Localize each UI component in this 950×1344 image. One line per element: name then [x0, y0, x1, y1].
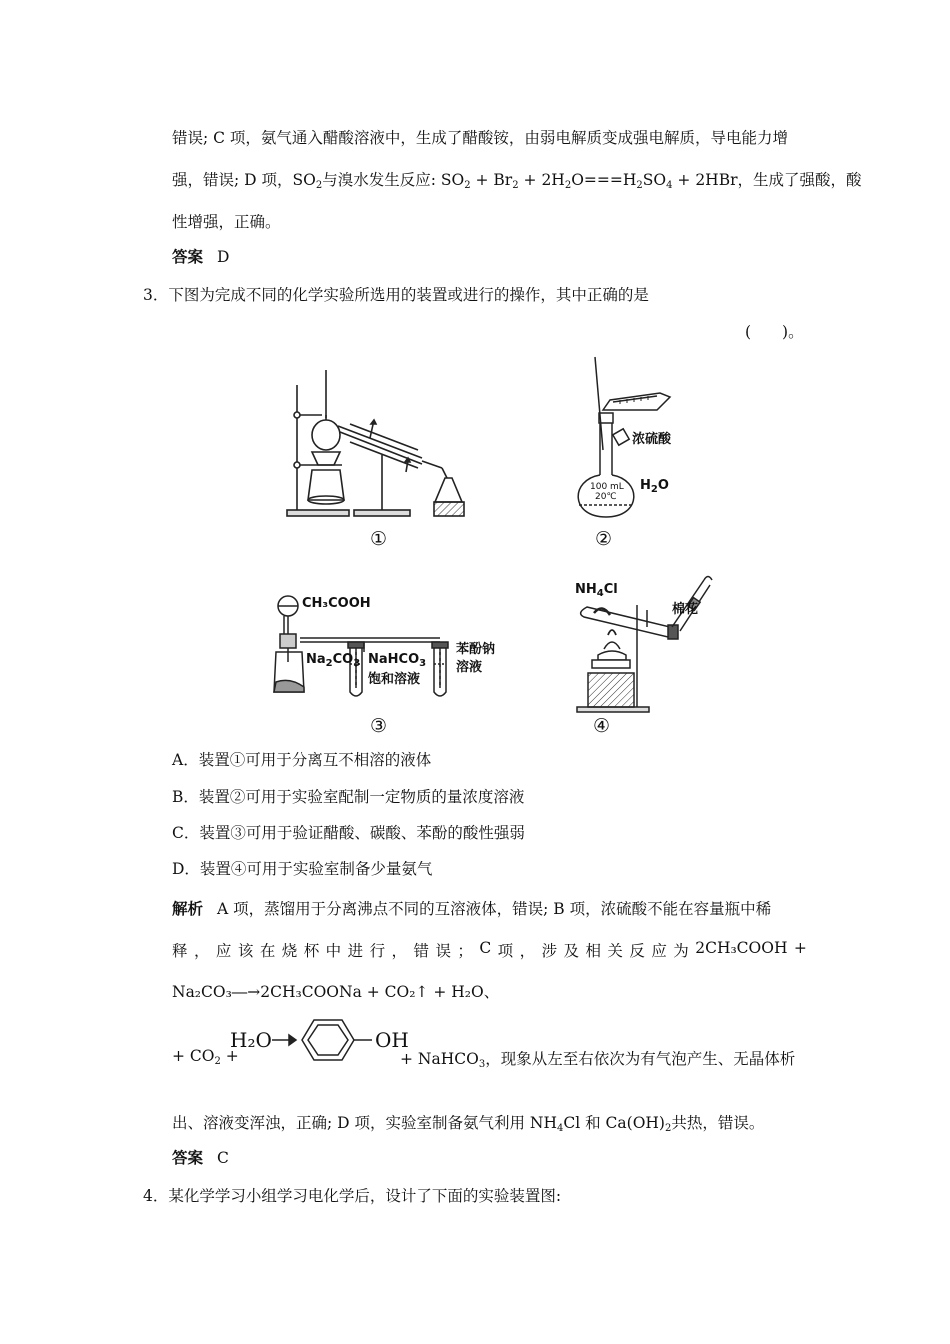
- analysis-line-5: 出、溶液变浑浊，正确; D 项，实验室制备氨气利用 $NH_4Cl$ 和 $Ca(OH)_2$共热，错误。: [172, 1114, 765, 1134]
- figure-1-caption: ①: [370, 528, 388, 550]
- answer-value: C: [217, 1149, 229, 1167]
- question-number: 3．: [143, 286, 169, 304]
- label-water: $H_2O$: [640, 478, 669, 495]
- answer-label: 答案: [172, 1148, 204, 1167]
- option-a: A．装置①可用于分离互不相溶的液体: [172, 751, 432, 769]
- label-phenolate-solution: 溶液: [456, 660, 483, 675]
- prev-solution-line-2: 强，错误; D 项，$SO_2$与溴水发生反应: $SO_2 + Br_2 + 2H_2O===H_2SO_4 + 2HBr$，生成了强酸，酸: [172, 171, 862, 191]
- prev-solution-line-3: 性增强，正确。: [172, 213, 281, 231]
- figure-2-caption: ②: [595, 528, 613, 550]
- analysis-label: 解析: [172, 899, 204, 918]
- label-sodium-bicarbonate: NaHCO$_3$: [368, 652, 427, 669]
- label-sodium-phenolate: 苯酚钠: [456, 642, 496, 657]
- figure-1-distillation: [282, 360, 472, 525]
- prev-solution-line-1: 错误; C 项，氨气通入醋酸溶液中，生成了醋酸铵，由弱电解质变成强电解质，导电能力增: [172, 129, 788, 147]
- question-stem: 某化学学习小组学习电化学后，设计了下面的实验装置图:: [168, 1187, 562, 1205]
- phenol-structure: [272, 1018, 372, 1074]
- option-c: C．装置③可用于验证醋酸、碳酸、苯酚的酸性强弱: [172, 824, 525, 842]
- label-concentrated-sulfuric-acid: 浓硫酸: [632, 432, 672, 447]
- flask-temperature-mark: 20℃: [595, 492, 617, 502]
- answer-label: 答案: [172, 247, 204, 266]
- label-acetic-acid: CH₃COOH: [302, 596, 371, 611]
- analysis-line-4-end: + NaHCO$_3$，现象从左至右依次为有气泡产生、无晶体析: [400, 1050, 796, 1070]
- structure-hydroxyl-label: OH: [375, 1028, 409, 1052]
- option-d: D．装置④可用于实验室制备少量氨气: [172, 860, 433, 878]
- analysis-line-2: 释 ， 应 该 在 烧 杯 中 进 行 ， 错 误 ； C 项 ， 涉 及 相 关 反 应 为 2CH₃COOH +: [172, 939, 807, 960]
- analysis-line-3: Na₂CO₃―→2CH₃COONa + CO₂↑ + H₂O、: [172, 983, 500, 1001]
- figure-3-caption: ③: [370, 715, 388, 737]
- question-4: [143, 1184, 561, 1206]
- option-b: B．装置②可用于实验室配制一定物质的量浓度溶液: [172, 788, 525, 806]
- label-saturated-solution: 饱和溶液: [368, 672, 421, 687]
- distillation-apparatus-drawing: [282, 360, 472, 525]
- question-3: [143, 283, 649, 305]
- answer-bracket: ( )。: [745, 323, 804, 341]
- question-number: 4．: [143, 1187, 169, 1205]
- answer: [172, 1146, 229, 1168]
- label-cotton: 棉花: [672, 602, 699, 617]
- label-sodium-carbonate: $Na_2CO_3$: [306, 652, 361, 669]
- label-ammonium-chloride: $NH_4Cl$: [575, 582, 618, 599]
- answer-value: D: [217, 248, 230, 266]
- figure-4-caption: ④: [593, 715, 611, 737]
- flask-volume-mark: 100 mL: [590, 482, 624, 492]
- analysis-line-1: 解析 A 项，蒸馏用于分离沸点不同的互溶液体，错误; B 项，浓硫酸不能在容量瓶中稀: [172, 899, 772, 918]
- prev-answer: [172, 245, 229, 267]
- structure-water-label: H₂O: [230, 1028, 272, 1052]
- analysis-line-4-start: + $CO_2$ +: [172, 1047, 239, 1067]
- benzene-ring-drawing: [272, 1018, 372, 1074]
- question-stem: 下图为完成不同的化学实验所选用的装置或进行的操作，其中正确的是: [168, 286, 649, 304]
